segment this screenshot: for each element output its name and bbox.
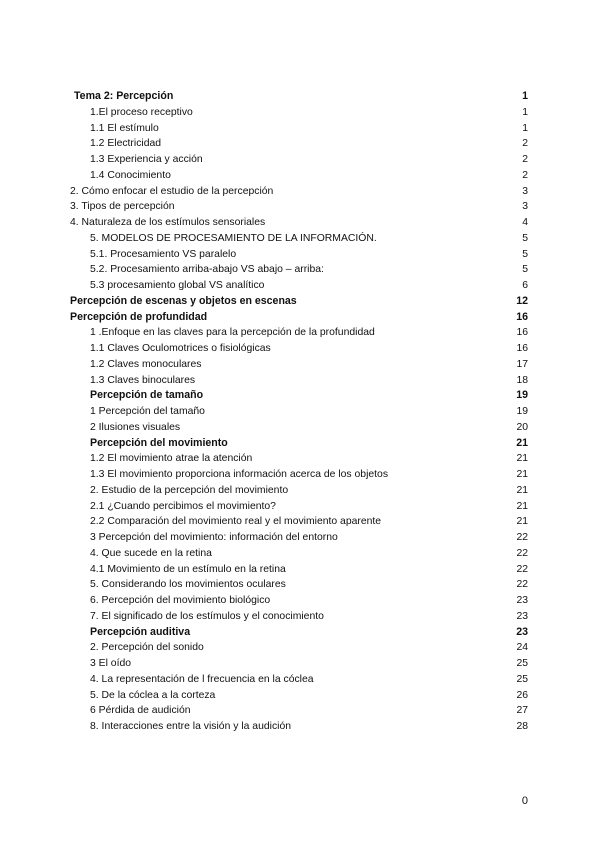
toc-entry-page: 28 — [516, 721, 528, 732]
toc-entry[interactable] — [70, 688, 528, 704]
toc-entry-page: 22 — [516, 579, 528, 591]
toc-entry-title: 1.3 Claves binoculares — [90, 374, 196, 386]
toc-entry[interactable] — [70, 483, 528, 499]
toc-entry-title: 4. La representación de l frecuencia en la cóclea — [90, 673, 314, 685]
toc-entry-title: 2.2 Comparación del movimiento real y el movimiento aparente — [90, 516, 382, 528]
toc-entry-page: 21 — [516, 500, 528, 512]
toc-entry-page: 21 — [516, 453, 528, 465]
toc-entry-page: 21 — [516, 436, 528, 449]
toc-entry-title: 7. El significado de los estímulos y el conocimiento — [90, 610, 324, 622]
toc-entry-page: 1 — [522, 106, 528, 118]
toc-entry-page: 5 — [522, 264, 528, 276]
toc-entry-page: 16 — [516, 310, 528, 323]
toc-entry[interactable] — [70, 325, 528, 341]
toc-entry-title: 4. Que sucede en la retina — [90, 547, 212, 559]
toc-entry[interactable] — [70, 168, 528, 184]
toc-entry-page: 17 — [516, 358, 528, 370]
toc-entry-page: 3 — [522, 201, 528, 213]
toc-entry[interactable] — [70, 514, 528, 530]
toc-entry-title: 1.1 El estímulo — [90, 122, 159, 134]
toc-entry-page: 5 — [522, 248, 528, 260]
toc-entry-page: 25 — [516, 673, 528, 685]
toc-entry-page: 19 — [516, 406, 528, 417]
toc-entry-title: Tema 2: Percepción — [74, 90, 174, 102]
toc-entry[interactable] — [70, 451, 528, 467]
toc-entry[interactable] — [70, 231, 528, 247]
toc-entry-page: 22 — [516, 563, 528, 575]
toc-entry-page: 22 — [516, 547, 528, 559]
page-number: 0 — [521, 795, 528, 807]
toc-entry[interactable] — [70, 640, 528, 656]
toc-entry-title: Percepción del movimiento — [90, 436, 228, 449]
toc-entry-page: 19 — [516, 389, 528, 402]
toc-entry[interactable] — [70, 278, 528, 294]
toc-entry-title: 8. Interacciones entre la visión y la audición — [90, 721, 291, 732]
toc-entry[interactable] — [70, 105, 528, 121]
toc-entry-page: 25 — [516, 658, 528, 669]
toc-entry[interactable] — [70, 530, 528, 546]
toc-entry-title: 2. Percepción del sonido — [90, 642, 204, 654]
toc-entry-title: 3 El oído — [90, 658, 132, 669]
toc-entry-title: 6. Percepción del movimiento biológico — [90, 595, 271, 606]
toc-entry-title: 1.El proceso receptivo — [90, 106, 193, 118]
toc-entry-title: 1.2 Electricidad — [90, 138, 162, 150]
toc-entry[interactable] — [70, 136, 528, 152]
toc-entry[interactable] — [70, 294, 528, 310]
toc-entry-page: 18 — [516, 374, 528, 386]
toc-entry-page: 3 — [522, 185, 528, 197]
toc-entry-title: 2 Ilusiones visuales — [90, 421, 181, 433]
toc-entry[interactable] — [70, 404, 528, 420]
toc-entry-title: Percepción de escenas y objetos en escenas — [70, 294, 297, 307]
toc-entry[interactable] — [70, 593, 528, 609]
toc-entry-title: 5. MODELOS DE PROCESAMIENTO DE LA INFORMACIÓN. — [90, 232, 377, 244]
toc-entry-title: 3 Percepción del movimiento: información del entorno — [90, 532, 338, 543]
toc-entry[interactable] — [70, 121, 528, 137]
toc-entry-title: 2. Estudio de la percepción del movimiento — [90, 484, 289, 496]
toc-entry-title: 1.4 Conocimiento — [90, 169, 171, 181]
toc-entry-title: 5.3 procesamiento global VS analítico — [90, 280, 265, 291]
toc-entry[interactable] — [70, 341, 528, 357]
toc-entry-page: 1 — [522, 122, 528, 134]
toc-entry-title: Percepción de tamaño — [90, 389, 204, 402]
toc-entry-page: 24 — [516, 642, 528, 654]
toc-entry-page: 16 — [516, 327, 528, 339]
toc-entry-page: 4 — [522, 217, 528, 228]
toc-entry-page: 26 — [516, 689, 528, 701]
toc-entry-page: 2 — [522, 154, 528, 165]
toc-entry-title: 1.1 Claves Oculomotrices o fisiológicas — [90, 343, 271, 354]
toc-entry[interactable] — [70, 152, 528, 168]
toc-entry-title: 4.1 Movimiento de un estímulo en la retina — [90, 563, 286, 575]
toc-entry-page: 5 — [522, 232, 528, 244]
toc-entry[interactable] — [70, 546, 528, 562]
toc-entry-title: 6 Pérdida de audición — [90, 705, 191, 717]
toc-entry-title: 1.2 El movimiento atrae la atención — [90, 453, 253, 465]
toc-entry[interactable] — [70, 703, 528, 719]
toc-entry[interactable] — [70, 436, 528, 452]
toc-entry[interactable] — [70, 310, 528, 326]
table-of-contents — [70, 89, 528, 735]
toc-entry[interactable] — [70, 609, 528, 625]
toc-entry[interactable] — [70, 373, 528, 389]
toc-entry[interactable] — [70, 388, 528, 404]
toc-entry[interactable] — [70, 357, 528, 373]
toc-entry[interactable] — [70, 656, 528, 672]
toc-entry-page: 2 — [522, 138, 528, 150]
toc-entry[interactable] — [70, 499, 528, 515]
toc-entry-title: 1.3 Experiencia y acción — [90, 154, 203, 165]
toc-entry-page: 23 — [516, 625, 528, 638]
toc-entry-title: 1.3 El movimiento proporciona información acerca de los objetos — [90, 469, 389, 480]
toc-entry-title: 1 .Enfoque en las claves para la percepción de la profundidad — [90, 327, 375, 339]
toc-entry-page: 23 — [516, 595, 528, 606]
toc-entry[interactable] — [70, 199, 528, 215]
toc-entry[interactable] — [70, 215, 528, 231]
toc-entry-title: 5.1. Procesamiento VS paralelo — [90, 248, 237, 260]
toc-entry[interactable] — [70, 467, 528, 483]
toc-entry[interactable] — [70, 262, 528, 278]
toc-entry-title: 1 Percepción del tamaño — [90, 406, 205, 417]
toc-entry-page: 22 — [516, 532, 528, 543]
toc-entry-page: 21 — [516, 484, 528, 496]
toc-entry[interactable] — [70, 672, 528, 688]
toc-entry[interactable] — [70, 420, 528, 436]
toc-entry-page: 21 — [516, 469, 528, 480]
toc-entry-title: 4. Naturaleza de los estímulos sensoriales — [70, 217, 266, 228]
toc-entry-title: 2.1 ¿Cuando percibimos el movimiento? — [90, 500, 276, 512]
toc-entry-page: 2 — [522, 169, 528, 181]
toc-entry-title: 2. Cómo enfocar el estudio de la percepción — [70, 185, 274, 197]
toc-entry-page: 6 — [522, 280, 528, 291]
toc-entry-title: Percepción de profundidad — [70, 310, 208, 323]
toc-entry-page: 27 — [516, 705, 528, 717]
toc-entry-title: 5. De la cóclea a la corteza — [90, 689, 216, 701]
toc-entry[interactable] — [70, 89, 528, 105]
toc-entry[interactable] — [70, 562, 528, 578]
toc-entry-title: 3. Tipos de percepción — [70, 201, 175, 213]
toc-entry[interactable] — [70, 625, 528, 641]
toc-entry-title: 5.2. Procesamiento arriba-abajo VS abajo – arriba: — [90, 264, 324, 276]
toc-entry-page: 21 — [516, 516, 528, 528]
toc-entry[interactable] — [70, 184, 528, 200]
toc-entry[interactable] — [70, 247, 528, 263]
toc-entry-title: 1.2 Claves monoculares — [90, 358, 202, 370]
toc-entry-title: Percepción auditiva — [90, 625, 191, 638]
toc-entry-title: 5. Considerando los movimientos oculares — [90, 579, 286, 591]
toc-entry-page: 23 — [516, 610, 528, 622]
toc-entry-page: 20 — [516, 421, 528, 433]
toc-entry-page: 16 — [516, 343, 528, 354]
toc-entry-page: 1 — [522, 90, 528, 102]
toc-entry[interactable] — [70, 577, 528, 593]
toc-entry-page: 12 — [516, 294, 528, 307]
toc-entry[interactable] — [70, 719, 528, 735]
